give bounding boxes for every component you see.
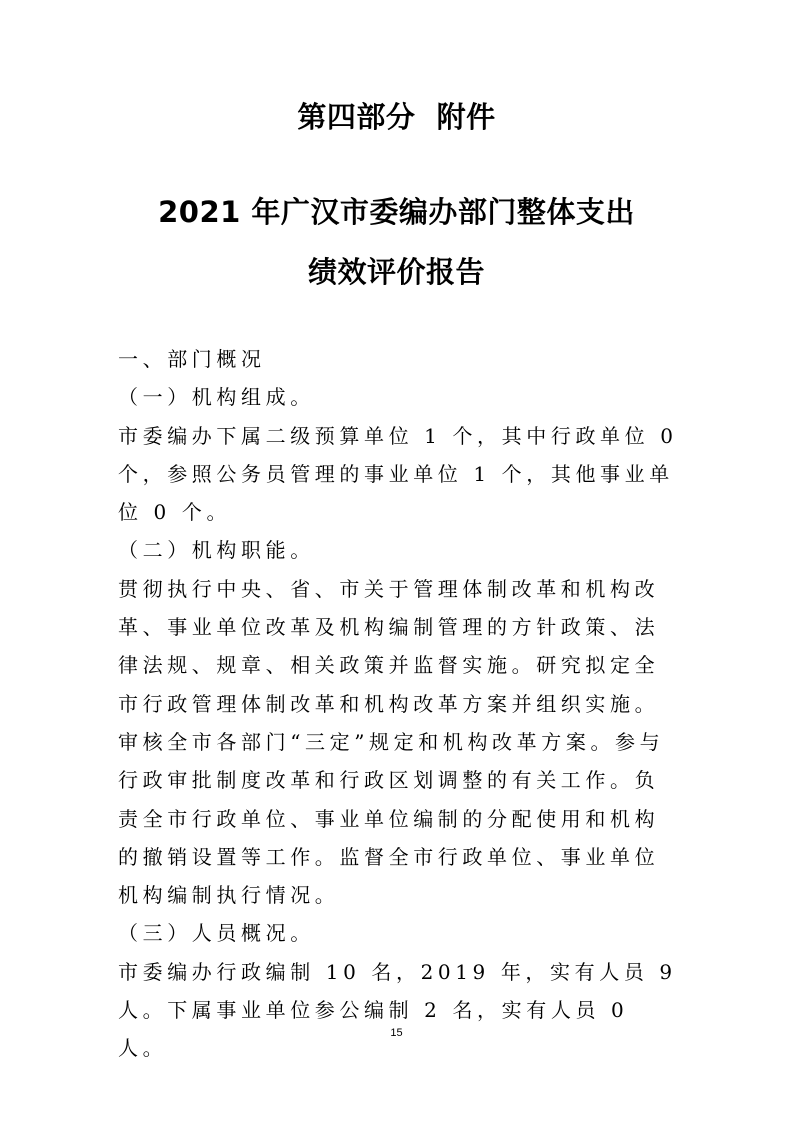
paragraph-personnel: 市委编办行政编制 10 名，2019 年，实有人员 9 人。下属事业单位参公编制 2 名，实有人员 0 人。 xyxy=(118,959,677,1061)
page-number: 15 xyxy=(390,1027,403,1039)
document-body xyxy=(118,340,683,1068)
subsection-heading-functions: （二）机构职能。 xyxy=(118,538,315,563)
paragraph-functions: 贯彻执行中央、省、市关于管理体制改革和机构改革、事业单位改革及机构编制管理的方针政策、法律法规、规章、相关政策并监督实施。研究拟定全市行政管理体制改革和机构改革方案并组织实施。审核全市各部门“三定”规定和机构改革方案。参与行政审批制度改革和行政区划调整的有关工作。负责全市行政单位、事业单位编制的分配使用和机构的撤销设置等工作。监督全市行政单位、事业单位机构编制执行情况。 xyxy=(118,576,665,908)
document-title-line-2: 绩效评价报告 xyxy=(307,255,485,289)
part-title: 第四部分 附件 xyxy=(297,100,496,134)
subsection-heading-organization: （一）机构组成。 xyxy=(118,385,315,410)
paragraph-organization: 市委编办下属二级预算单位 1 个，其中行政单位 0 个，参照公务员管理的事业单位 1 个，其他事业单位 0 个。 xyxy=(118,423,678,525)
section-heading-overview: 一、部门概况 xyxy=(118,347,266,371)
subsection-heading-personnel: （三）人员概况。 xyxy=(118,921,315,946)
document-title-line-1: 2021 年广汉市委编办部门整体支出 xyxy=(158,195,635,229)
